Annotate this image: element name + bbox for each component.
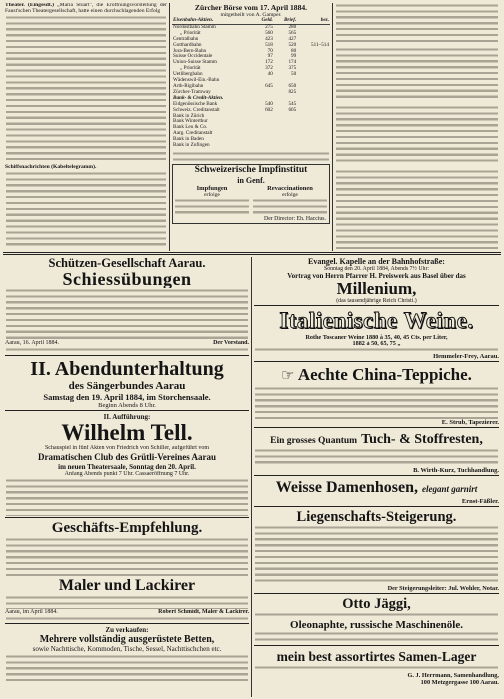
vaccination-place: in Genf. [237, 175, 265, 185]
auction-title: Liegenschafts-Steigerung. [296, 509, 457, 525]
bid-price [252, 143, 274, 149]
jaeggi-product: Oleonaphte, russische Maschinenöle. [290, 619, 463, 631]
body-text-lines [253, 198, 327, 216]
stock-table [172, 18, 330, 149]
shooting-practice-title: Schiessübungen [62, 270, 192, 288]
painter-title: Maler und Lackirer [58, 577, 196, 594]
bid-price: 518 [265, 41, 273, 48]
vaccination-left [173, 185, 251, 216]
stock-name: Bank Winterthur [173, 118, 208, 125]
carpet-heading [254, 364, 499, 386]
evening-event-start: Beginn Abends 8 Uhr. [98, 402, 156, 409]
bid-price: 372 [265, 65, 273, 72]
body-text-lines [255, 525, 498, 585]
column-header-ask: Brief. [274, 18, 297, 24]
cloth-prefix: Ein grosses Quantum [270, 436, 358, 446]
body-text-lines [175, 198, 249, 216]
ask-price: 99 [291, 53, 297, 60]
vaccination-title: Schweizerische Impfinstitut [194, 164, 308, 175]
cloth-title: Tuch- & Stoffresten, [361, 432, 483, 447]
stock-exchange-subtitle: mitgetheilt von A. Gamper. [220, 12, 282, 18]
bid-price: 423 [265, 35, 273, 42]
shooting-place-date: Aarau, 16. April 1884. [5, 340, 59, 346]
ask-price: 565 [288, 29, 297, 36]
for-sale-title: Mehrere vollständig ausgerüstete Betten, [39, 634, 215, 645]
bank-stock-row [172, 143, 330, 149]
body-text-lines [6, 15, 166, 163]
wine-seller: Hemmeler-Frey, Aarau. [433, 353, 499, 360]
bank-stocks [172, 102, 330, 149]
shooting-signer: Der Vorstand. [213, 340, 249, 346]
ask-price: 520 [288, 41, 297, 48]
chapel-talk: Vortrag von Herrn Pfarrer H. Preiswerk aus Basel über das [287, 272, 466, 280]
painter-signer: Robert Schmidt, Maler & Lackirer. [158, 609, 249, 615]
wine-prices-1880: Rothe Toscaner Weine 1880 à 35, 40, 45 Cts. per Liter, [305, 334, 448, 341]
ask-price: 174 [288, 59, 297, 66]
body-text-lines [255, 631, 498, 644]
body-text-lines [255, 386, 498, 419]
tell-venue: im neuen Theatersaale, Sonntag den 20. April. [58, 463, 196, 471]
trousers-title: Weisse Damenhosen, [275, 479, 418, 496]
column-header-bid: Geld. [252, 18, 274, 24]
news-column-left [3, 3, 169, 251]
body-text-lines [6, 537, 248, 577]
bid-price: 97 [267, 53, 273, 60]
tell-time: Anfang Abends punkt 7 Uhr. Cassaeröffnung 7 Uhr. [64, 471, 190, 477]
ask-price: 80 [291, 47, 297, 54]
vaccination-right-head: Revaccinationen [267, 184, 313, 192]
ask-price: 650 [288, 82, 297, 89]
evening-event-title: II. Abendunterhaltung [30, 358, 224, 380]
chapel-subtitle: (das tausendjährige Reich Christi.) [336, 298, 417, 304]
stock-name: Bank in Zofingen [173, 142, 210, 149]
stock-name: Uetlibergbahn [173, 71, 203, 78]
chapel-topic: Millenium, [336, 280, 417, 298]
chapel-title: Evangel. Kapelle an der Bahnhofstraße: [308, 257, 445, 266]
carpet-seller: E. Strub, Tapezierer. [441, 419, 499, 426]
stock-name: Arth-Rigibahn [173, 82, 204, 89]
for-sale-kicker: Zu verkaufen: [105, 626, 149, 634]
body-text-lines [336, 169, 498, 249]
ask-price: 427 [288, 35, 297, 42]
body-text-lines [255, 448, 498, 467]
body-text-lines [6, 595, 248, 609]
body-text-lines [255, 347, 498, 353]
stock-name: Gotthardbahn [173, 41, 202, 48]
cloth-seller: B. Wirth-Kurz, Tuchhandlung. [413, 467, 499, 474]
for-sale-items: sowie Nachttische, Kommoden, Tische, Sessel, Nachttischchen etc. [32, 645, 222, 653]
paid-price: 511–514 [311, 41, 329, 48]
news-section [3, 3, 501, 251]
tell-kicker: II. Aufführung: [103, 413, 151, 421]
ask-price [274, 143, 297, 149]
seeds-title: mein best assortirtes Samen-Lager [276, 649, 477, 664]
body-text-lines [336, 47, 498, 101]
stock-name: Eidgenössische Bank [173, 100, 218, 107]
stock-name: Jura-Bern-Bahn [173, 47, 207, 54]
vaccination-right-sub: erfolge [282, 191, 298, 198]
section-divider [3, 252, 501, 255]
body-text-lines [6, 616, 248, 622]
theater-lead: Theater. (Eingesdt.) [5, 3, 54, 8]
stock-name: „ Priorität [180, 65, 201, 72]
jaeggi-title: Otto Jäggi, [342, 596, 411, 612]
news-column-middle [169, 3, 333, 251]
stock-name: Aarg. Creditanstalt [173, 130, 213, 137]
body-text-lines [173, 151, 329, 162]
wine-prices-1882: 1882 à 50, 65, 75 „ [352, 341, 401, 347]
stock-name: Bank Leu & Co. [173, 124, 208, 131]
body-text-lines [6, 478, 248, 516]
ads-column-left [3, 257, 252, 697]
evening-event-date: Samstag den 19. April 1884, im Storchensaale. [43, 392, 211, 402]
ask-price: 825 [288, 88, 297, 95]
bid-price: 602 [265, 106, 273, 113]
ask-price: 375 [288, 65, 297, 72]
bid-price: 40 [267, 71, 273, 78]
theater-text: „Maria Stuart", die Eröffnungsvorstellung der Faust'schen Theatergesellschaft, hatte einen durchschlagenden Erfolg [5, 3, 168, 14]
stock-name: Bank in Zürich [173, 112, 205, 119]
body-text-lines [336, 105, 498, 165]
bank-section-heading: Bank- & Credit-Aktien. [173, 94, 224, 101]
tell-description: Schauspiel in fünf Akten von Friedrich von Schiller, aufgeführt vom [44, 445, 210, 451]
bid-price: 540 [265, 100, 273, 107]
ads-column-right [252, 257, 501, 697]
column-header-name: Eisenbahn-Aktien. [172, 18, 252, 24]
ask-price: 280 [288, 23, 297, 30]
evening-event-host: des Sängerbundes Aarau [68, 380, 186, 392]
trousers-subtitle: elegant garnirt [421, 484, 478, 494]
seeds-address: 100 Metzgergasse 100 Aarau. [420, 679, 499, 686]
vaccination-left-sub: erfolge [204, 191, 220, 198]
carpet-title: Aechte China-Teppiche. [297, 365, 472, 384]
shooting-society-title: Schützen-Gesellschaft Aarau. [48, 257, 206, 270]
bid-price: 172 [265, 59, 273, 66]
body-text-lines [336, 3, 498, 43]
vaccination-ad [172, 164, 330, 224]
body-text-lines [6, 288, 248, 340]
body-text-lines [6, 171, 166, 247]
ask-price: 605 [288, 106, 297, 113]
stock-name: Suisse Occidentale [173, 53, 213, 60]
stock-name: Zürcher-Tramway [173, 88, 211, 95]
stock-name: Union-Suisse Stamm [173, 59, 217, 66]
painter-place-date: Aarau, im April 1884. [5, 609, 58, 615]
column-header-paid: bez. [297, 18, 330, 24]
seeds-seller: G. J. Herrmann, Samenhandlung, [407, 672, 499, 679]
stock-name: Schweiz. Creditanstalt [173, 106, 220, 113]
stock-name: Centralbahn [173, 35, 199, 42]
ask-price: 545 [288, 100, 297, 107]
ask-price: 50 [291, 71, 297, 78]
vaccination-director: Der Director: Eh. Haccius. [264, 215, 326, 222]
shipping-lead: Schiffsnachrichten (Kabeltelegramm). [5, 163, 97, 170]
bid-price: 275 [265, 23, 273, 30]
trousers-heading [254, 478, 499, 498]
body-text-lines [6, 347, 248, 354]
tell-club: Dramatischen Club des Grütli-Vereines Aarau [37, 452, 216, 462]
body-text-lines [255, 612, 498, 619]
bid-price: 560 [265, 29, 273, 36]
railway-stocks [172, 24, 330, 95]
painter-signature [5, 609, 249, 616]
cloth-heading [254, 430, 499, 448]
chapel-date: Sonntag den 20. April 1884, Abends 7½ Uhr: [324, 266, 429, 272]
pointing-hand-icon: ☞ [281, 366, 295, 384]
stock-name: Bank in Baden [173, 136, 204, 143]
trousers-seller: Ernst-Fäßler. [461, 498, 499, 505]
vaccination-columns [173, 185, 329, 216]
news-column-right [333, 3, 501, 251]
vaccination-right [251, 185, 329, 216]
body-text-lines [255, 665, 498, 672]
stock-exchange-title: Zürcher Börse vom 17. April 1884. [194, 3, 308, 12]
tell-title: Wilhelm Tell. [61, 421, 193, 445]
vaccination-left-head: Impfungen [196, 184, 228, 192]
bid-price: 645 [265, 82, 273, 89]
business-notice-title: Geschäfts-Empfehlung. [51, 520, 203, 536]
shooting-signature [5, 340, 249, 347]
wine-title: Italienische Weine. [279, 308, 474, 333]
stock-name: Wädenswil-Ein.-Bahn [173, 77, 220, 84]
stock-name: Nordostbahn Stamm [173, 23, 216, 30]
advertisement-section [3, 257, 501, 697]
auction-leader: Der Steigerungsleiter: Jul. Wohler, Notar. [387, 585, 499, 592]
paid-price [297, 143, 330, 149]
bid-price: 70 [267, 47, 273, 54]
stock-name: „ Priorität [180, 29, 201, 36]
theater-report [5, 3, 167, 15]
body-text-lines [6, 654, 248, 684]
